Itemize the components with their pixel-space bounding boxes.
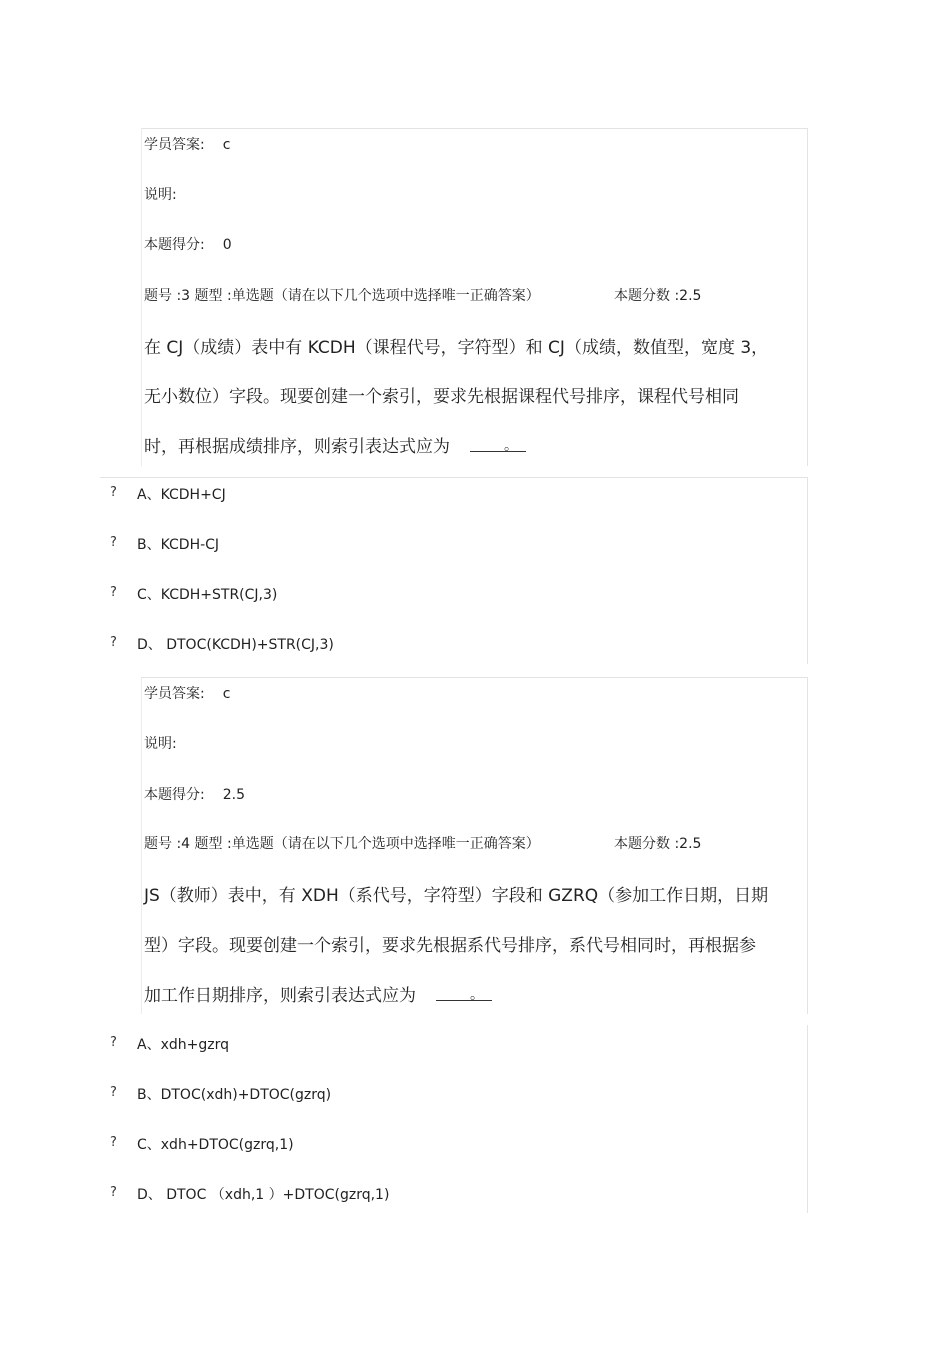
student-answer-2 — [144, 683, 230, 703]
question-header-3: 题号 :3 题型 :单选题（请在以下几个选项中选择唯一正确答案） — [144, 288, 540, 304]
note-label-1: 说明: — [144, 187, 177, 203]
question-text-line-2: 无小数位）字段。现要创建一个索引，要求先根据课程代号排序，课程代号相同 — [144, 387, 739, 407]
student-answer-1 — [144, 134, 230, 154]
student-answer-value: c — [222, 686, 231, 702]
option-d-3[interactable]: D、 DTOC(KCDH)+STR(CJ,3) — [137, 637, 334, 653]
question-points-4: 本题分数 :2.5 — [614, 836, 702, 852]
question-text-line-3 — [144, 432, 526, 457]
option-marker: ? — [110, 1185, 117, 1200]
question-text: 时，再根据成绩排序，则索引表达式应为 — [144, 437, 450, 457]
question-header-4: 题号 :4 题型 :单选题（请在以下几个选项中选择唯一正确答案） — [144, 836, 540, 852]
option-marker: ? — [110, 1085, 117, 1100]
student-answer-value: c — [222, 137, 231, 153]
option-marker: ? — [110, 485, 117, 500]
option-c-3[interactable]: C、KCDH+STR(CJ,3) — [137, 587, 278, 603]
blank-period: 。 — [504, 438, 518, 454]
option-b-3[interactable]: B、KCDH-CJ — [137, 537, 220, 553]
student-answer-label: 学员答案: — [144, 137, 205, 153]
blank-period: 。 — [470, 987, 484, 1003]
option-d-4[interactable]: D、 DTOC （xdh,1 ）+DTOC(gzrq,1) — [137, 1187, 390, 1203]
answer-blank — [470, 434, 526, 452]
question-text-line-1: JS（教师）表中，有 XDH（系代号，字符型）字段和 GZRQ（参加工作日期，日期 — [144, 886, 769, 906]
option-marker: ? — [110, 1035, 117, 1050]
student-answer-label: 学员答案: — [144, 686, 205, 702]
option-c-4[interactable]: C、xdh+DTOC(gzrq,1) — [137, 1137, 294, 1153]
question-text-line-3 — [144, 981, 492, 1006]
option-marker: ? — [110, 585, 117, 600]
option-marker: ? — [110, 635, 117, 650]
question-text: 加工作日期排序，则索引表达式应为 — [144, 986, 416, 1006]
option-marker: ? — [110, 535, 117, 550]
score-label: 本题得分: — [144, 787, 205, 803]
option-a-3[interactable]: A、KCDH+CJ — [137, 487, 226, 503]
question-points-3: 本题分数 :2.5 — [614, 288, 702, 304]
score-value: 0 — [222, 237, 232, 253]
option-b-4[interactable]: B、DTOC(xdh)+DTOC(gzrq) — [137, 1087, 332, 1103]
question-score-1 — [144, 234, 232, 254]
score-value: 2.5 — [222, 787, 245, 803]
question-score-2 — [144, 784, 245, 804]
score-label: 本题得分: — [144, 237, 205, 253]
answer-blank — [436, 983, 492, 1001]
question-text-line-2: 型）字段。现要创建一个索引，要求先根据系代号排序，系代号相同时，再根据参 — [144, 936, 756, 956]
option-a-4[interactable]: A、xdh+gzrq — [137, 1037, 229, 1053]
option-marker: ? — [110, 1135, 117, 1150]
question-text-line-1: 在 CJ（成绩）表中有 KCDH（课程代号，字符型）和 CJ（成绩，数值型，宽度 3， — [144, 338, 769, 358]
note-label-2: 说明: — [144, 736, 177, 752]
